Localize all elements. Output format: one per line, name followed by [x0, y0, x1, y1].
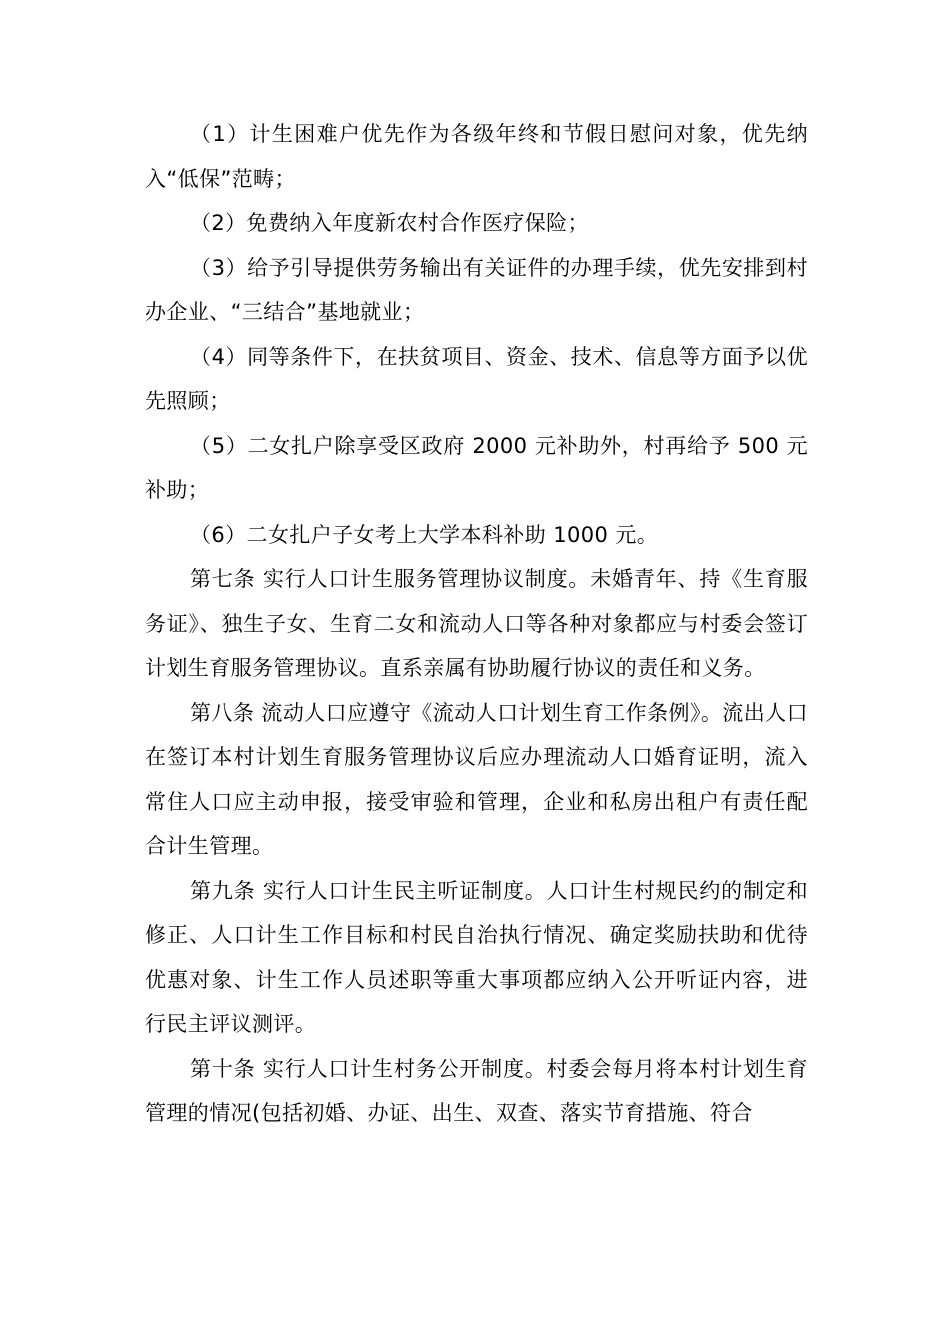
item-4-paragraph: （4）同等条件下，在扶贫项目、资金、技术、信息等方面予以优先照顾；	[145, 344, 808, 413]
item-5-paragraph: （5）二女扎户除享受区政府 2000 元补助外，村再给予 500 元补助；	[145, 433, 808, 502]
article-8-paragraph: 第八条 流动人口应遵守《流动人口计划生育工作条例》。流出人口在签订本村计划生育服务管理协议后应办理流动人口婚育证明，流入常住人口应主动申报，接受审验和管理，企业和私房出租户有责任配合计生管理。	[145, 700, 808, 858]
article-9-paragraph: 第九条 实行人口计生民主听证制度。人口计生村规民约的制定和修正、人口计生工作目标和村民自治执行情况、确定奖励扶助和优待优惠对象、计生工作人员述职等重大事项都应纳入公开听证内容，进行民主评议测评。	[145, 878, 808, 1036]
article-10-paragraph: 第十条 实行人口计生村务公开制度。村委会每月将本村计划生育管理的情况(包括初婚、办证、出生、双查、落实节育措施、符合	[145, 1056, 808, 1125]
item-6-paragraph: （6）二女扎户子女考上大学本科补助 1000 元。	[190, 522, 659, 547]
document-body	[145, 112, 808, 1136]
item-1-paragraph: （1）计生困难户优先作为各级年终和节假日慰问对象，优先纳入“低保”范畴；	[145, 122, 808, 191]
article-7-paragraph: 第七条 实行人口计生服务管理协议制度。未婚青年、持《生育服务证》、独生子女、生育二女和流动人口等各种对象都应与村委会签订计划生育服务管理协议。直系亲属有协助履行协议的责任和义务。	[145, 567, 808, 680]
item-2-paragraph: （2）免费纳入年度新农村合作医疗保险；	[190, 211, 589, 235]
item-3-paragraph: （3）给予引导提供劳务输出有关证件的办理手续，优先安排到村办企业、“三结合”基地就业；	[145, 255, 808, 324]
